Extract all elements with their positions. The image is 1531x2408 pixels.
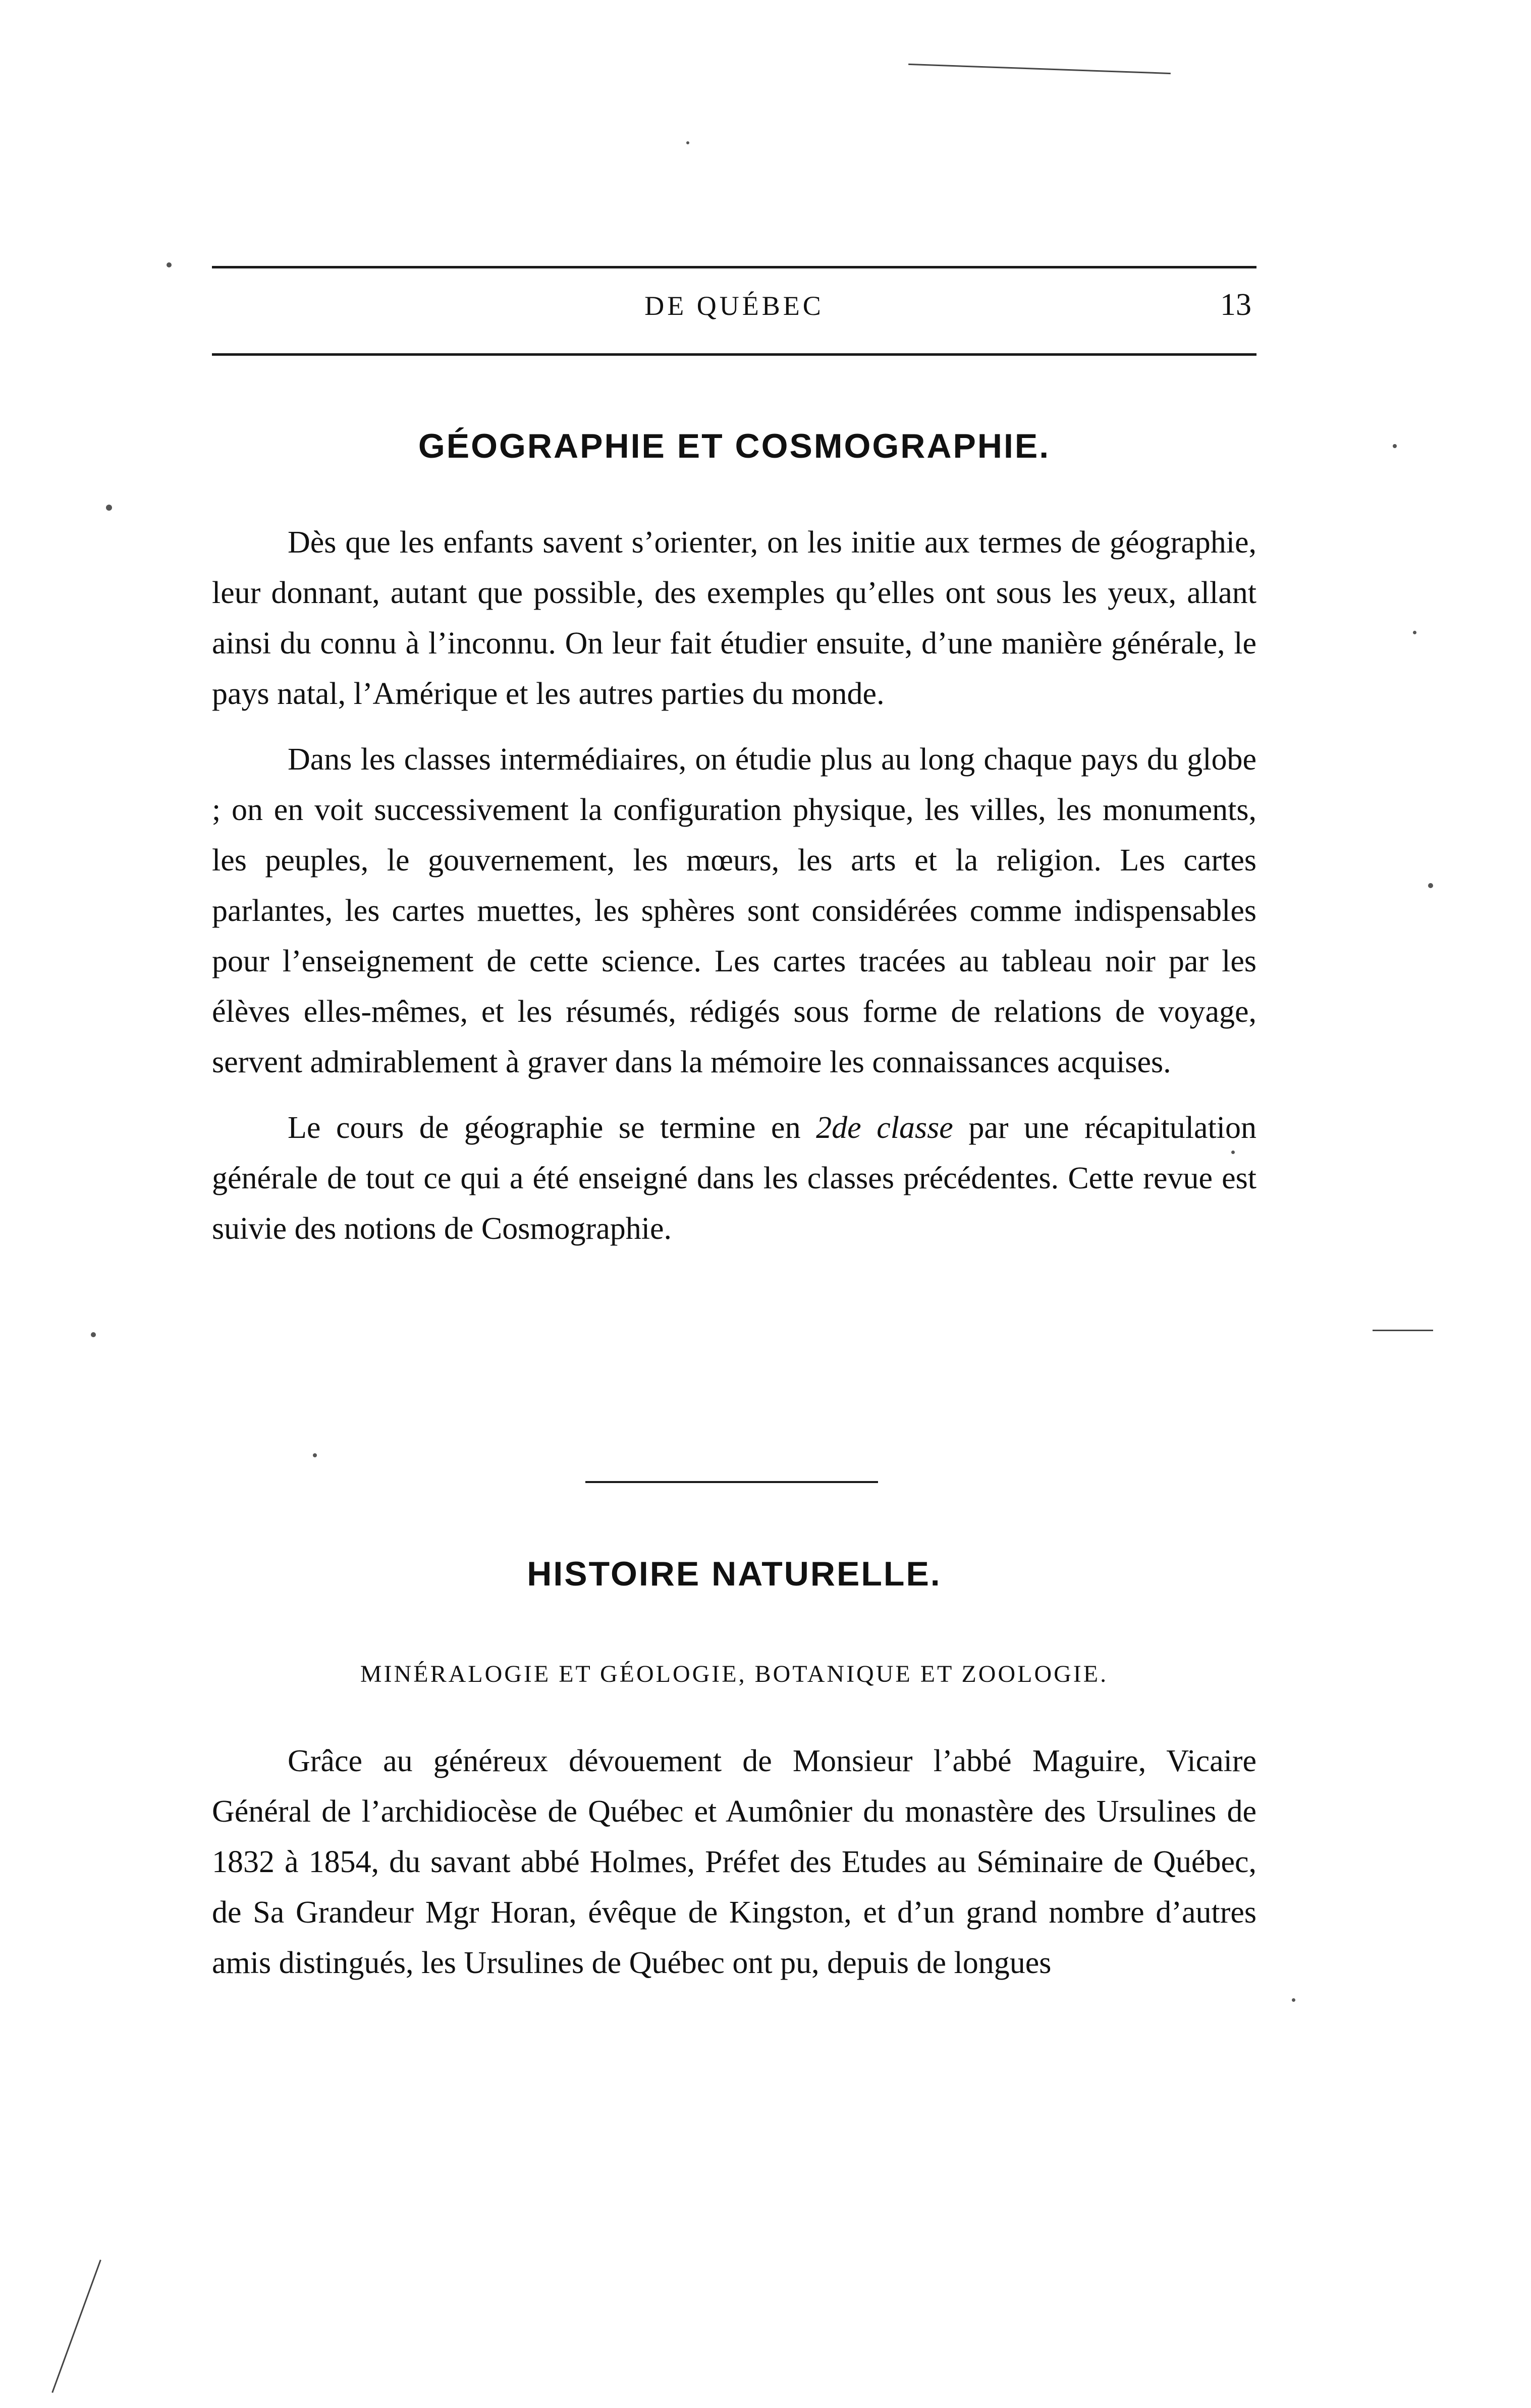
- geography-body: [212, 517, 1256, 1254]
- geography-paragraph-3-after: par une récapitulation générale de tout ce qui a été enseigné dans les classes précédentes. Cette revue est suivie des notions de Cosmographie.: [212, 1111, 1256, 1246]
- scan-mark-right: [1373, 1330, 1433, 1331]
- page-number: 13: [1220, 288, 1251, 322]
- section-title-natural-history: HISTOIRE NATURELLE.: [527, 1555, 942, 1593]
- running-head: [212, 290, 1256, 331]
- geography-paragraph-3-emphasis: 2de classe: [816, 1111, 953, 1145]
- header-rule-top: [212, 266, 1256, 268]
- natural-history-paragraph-1: Grâce au généreux dévouement de Monsieur l’abbé Maguire, Vicaire Général de l’archidiocèse de Québec et Aumônier du monastère des Ursulines de 1832 à 1854, du savant abbé Holmes, Préfet des Etudes au Séminaire de Québec, de Sa Grandeur Mgr Horan, évêque de Kingston, et d’un grand nombre d’autres amis distingués, les Ursulines de Québec ont pu, depuis de longues: [212, 1744, 1256, 1980]
- geography-paragraph-3-before: Le cours de géographie se termine en: [288, 1111, 816, 1145]
- geography-paragraph-3: [212, 1103, 1256, 1254]
- header-rule-bottom: [212, 353, 1256, 356]
- scan-mark-bottom-left: [51, 2260, 101, 2393]
- section-separator: [585, 1481, 878, 1483]
- running-title: DE QUÉBEC: [644, 291, 824, 321]
- scan-mark-top: [908, 64, 1171, 74]
- geography-paragraph-2: Dans les classes intermédiaires, on étudie plus au long chaque pays du globe ; on en voit successivement la configuration physique, les villes, les monuments, les peuples, le gouvernement, les mœurs, les arts et la religion. Les cartes parlantes, les cartes muettes, les sphères sont considérées comme indispensables pour l’enseignement de cette science. Les cartes tracées au tableau noir par les élèves elles-mêmes, et les résumés, rédigés sous forme de relations de voyage, servent admirablement à graver dans la mémoire les connaissances acquises.: [212, 742, 1256, 1079]
- natural-history-body: [212, 1736, 1256, 1988]
- section-title-geography: GÉOGRAPHIE ET COSMOGRAPHIE.: [418, 427, 1051, 465]
- geography-paragraph-1: Dès que les enfants savent s’orienter, on les initie aux termes de géographie, leur donnant, autant que possible, des exemples qu’elles ont sous les yeux, allant ainsi du connu à l’inconnu. On leur fait étudier ensuite, d’une manière générale, le pays natal, l’Amérique et les autres parties du monde.: [212, 525, 1256, 711]
- section-subtitle-natural-history: MINÉRALOGIE ET GÉOLOGIE, BOTANIQUE ET ZOOLOGIE.: [360, 1661, 1109, 1687]
